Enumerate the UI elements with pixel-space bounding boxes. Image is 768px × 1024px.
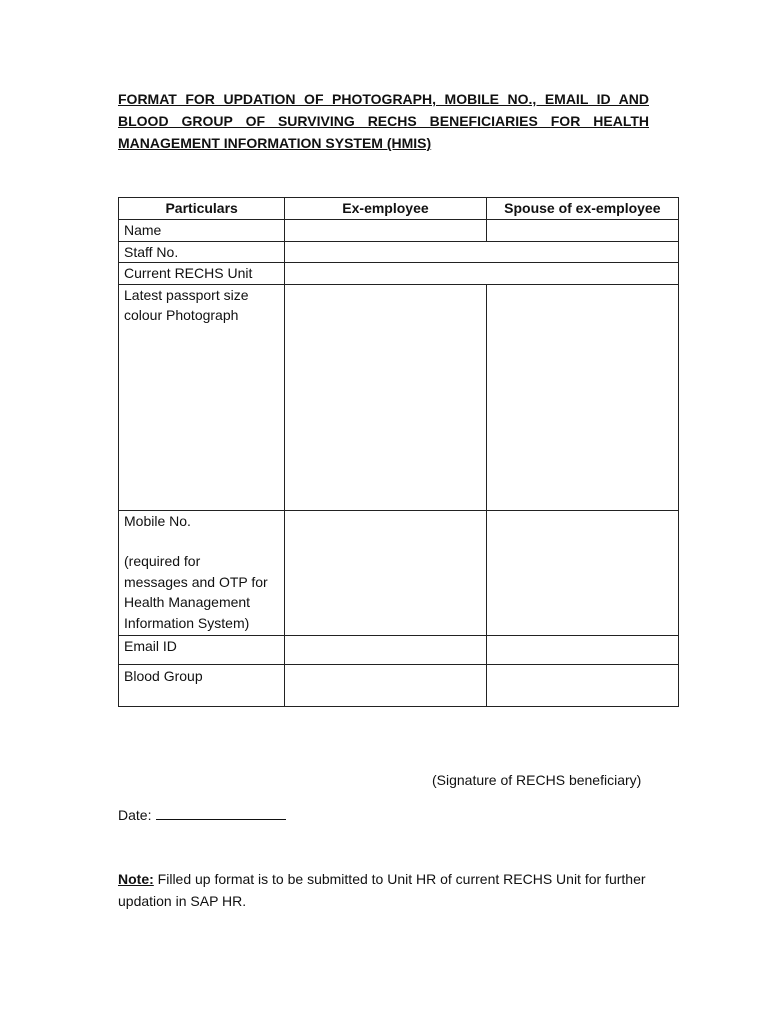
label-current-unit: Current RECHS Unit: [119, 263, 285, 285]
header-spouse: Spouse of ex-employee: [486, 198, 678, 220]
signature-caption: (Signature of RECHS beneficiary): [432, 772, 642, 788]
table-row-photograph: [119, 284, 679, 510]
label-staff-no: Staff No.: [119, 241, 285, 263]
mobile-note-line-2: messages and OTP for: [124, 573, 268, 590]
photo-ex-employee-cell[interactable]: [285, 284, 486, 510]
blood-group-ex-employee-cell[interactable]: [285, 664, 486, 706]
label-mobile: [119, 510, 285, 635]
email-ex-employee-cell[interactable]: [285, 635, 486, 664]
header-particulars: Particulars: [119, 198, 285, 220]
label-photograph-line-1: Latest passport size: [124, 286, 249, 303]
mobile-spouse-cell[interactable]: [486, 510, 678, 635]
header-ex-employee: Ex-employee: [285, 198, 486, 220]
beneficiary-details-table: [118, 197, 679, 707]
mobile-note-line-3: Health Management: [124, 594, 251, 610]
staff-no-cell[interactable]: [285, 241, 679, 263]
label-photograph-line-2: colour Photograph: [124, 307, 239, 323]
mobile-note-line-1: (required for: [124, 553, 201, 569]
date-label: Date:: [118, 807, 152, 823]
label-name: Name: [119, 220, 285, 242]
table-row-email: [119, 635, 679, 664]
table-row-blood-group: [119, 664, 679, 706]
date-blank-line[interactable]: [156, 805, 286, 820]
mobile-ex-employee-cell[interactable]: [285, 510, 486, 635]
label-mobile-title: Mobile No.: [124, 512, 191, 529]
photo-spouse-cell[interactable]: [486, 284, 678, 510]
table-row-staff-no: [119, 241, 679, 263]
submission-note: [118, 868, 658, 912]
blood-group-spouse-cell[interactable]: [486, 664, 678, 706]
table-row-current-unit: [119, 263, 679, 285]
label-email: Email ID: [119, 635, 285, 664]
date-field: [118, 805, 286, 823]
mobile-note-line-4: Information System): [124, 614, 250, 631]
form-title-line-1: FORMAT FOR UPDATION OF PHOTOGRAPH, MOBILE NO., EMAIL ID AND: [118, 91, 649, 107]
table-row-mobile: [119, 510, 679, 635]
form-title: [118, 88, 649, 154]
label-photograph: [119, 284, 285, 510]
name-spouse-cell[interactable]: [486, 220, 678, 242]
current-unit-cell[interactable]: [285, 263, 679, 285]
email-spouse-cell[interactable]: [486, 635, 678, 664]
note-text: Filled up format is to be submitted to Unit HR of current RECHS Unit for further updation in SAP HR.: [118, 871, 646, 909]
mobile-requirement-note: [124, 551, 284, 633]
name-ex-employee-cell[interactable]: [285, 220, 486, 242]
table-header-row: [119, 198, 679, 220]
form-title-line-2: BLOOD GROUP OF SURVIVING RECHS BENEFICIARIES FOR HEALTH: [118, 113, 649, 129]
form-title-line-3: MANAGEMENT INFORMATION SYSTEM (HMIS): [118, 135, 432, 151]
label-blood-group: Blood Group: [119, 664, 285, 706]
table-row-name: [119, 220, 679, 242]
note-label: Note:: [118, 871, 154, 887]
